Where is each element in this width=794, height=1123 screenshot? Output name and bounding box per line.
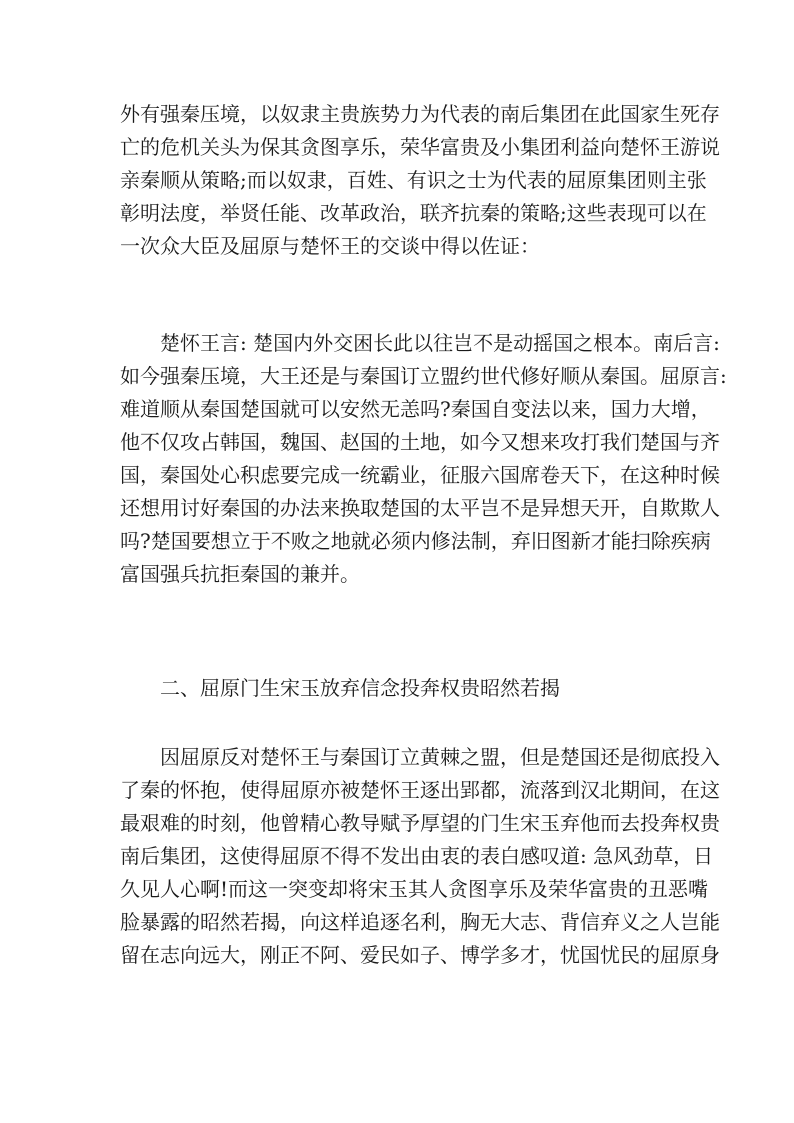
text-line: 最艰难的时刻，他曾精心教导赋予厚望的门生宋玉弃他而去投奔权贵 bbox=[120, 811, 720, 835]
text-line: 他不仅攻占韩国，魏国、赵国的土地，如今又想来攻打我们楚国与齐 bbox=[120, 430, 720, 454]
text-line: 富国强兵抗拒秦国的兼并。 bbox=[120, 562, 360, 586]
text-line: 吗?楚国要想立于不败之地就必须内修法制，弃旧图新才能扫除疾病 bbox=[120, 529, 711, 553]
text-line: 一次众大臣及屈原与楚怀王的交谈中得以佐证： bbox=[120, 234, 540, 258]
text-line: 亡的危机关头为保其贪图享乐，荣华富贵及小集团利益向楚怀王游说 bbox=[120, 135, 720, 159]
text-line: 亲秦顺从策略;而以奴隶，百姓、有识之士为代表的屈原集团则主张 bbox=[120, 168, 707, 192]
text-line: 还想用讨好秦国的办法来换取楚国的太平岂不是异想天开，自欺欺人 bbox=[120, 496, 720, 520]
text-line: 外有强秦压境，以奴隶主贵族势力为代表的南后集团在此国家生死存 bbox=[120, 102, 720, 126]
text-line: 久见人心啊!而这一突变却将宋玉其人贪图享乐及荣华富贵的丑恶嘴 bbox=[120, 877, 709, 901]
section-heading bbox=[120, 672, 676, 705]
text-line: 脸暴露的昭然若揭，向这样追逐名利，胸无大志、背信弃义之人岂能 bbox=[120, 910, 720, 934]
text-line: 南后集团，这使得屈原不得不发出由衷的表白感叹道: 急风劲草，日 bbox=[120, 844, 714, 868]
text-line: 如今强秦压境，大王还是与秦国订立盟约世代修好顺从秦国。屈原言: bbox=[120, 364, 727, 388]
text-line: 彰明法度，举贤任能、改革政治，联齐抗秦的策略;这些表现可以在 bbox=[120, 201, 707, 225]
text-line: 因屈原反对楚怀王与秦国订立黄棘之盟，但是楚国还是彻底投入 bbox=[160, 745, 720, 769]
paragraph-dialogue bbox=[120, 327, 727, 591]
paragraph-strong-qin bbox=[120, 98, 720, 263]
section-heading-text: 二、屈原门生宋玉放弃信念投奔权贵昭然若揭 bbox=[160, 676, 560, 700]
paragraph-song-yu bbox=[120, 741, 720, 972]
text-line: 留在志向远大，刚正不阿、爱民如子、博学多才，忧国忧民的屈原身 bbox=[120, 943, 720, 967]
text-line: 国，秦国处心积虑要完成一统霸业，征服六国席卷天下，在这种时候 bbox=[120, 463, 720, 487]
text-line: 楚怀王言: 楚国内外交困长此以往岂不是动摇国之根本。南后言: bbox=[160, 331, 720, 355]
text-line: 了秦的怀抱，使得屈原亦被楚怀王逐出郢都，流落到汉北期间，在这 bbox=[120, 778, 720, 802]
text-line: 难道顺从秦国楚国就可以安然无恙吗?秦国自变法以来，国力大增， bbox=[120, 397, 711, 421]
